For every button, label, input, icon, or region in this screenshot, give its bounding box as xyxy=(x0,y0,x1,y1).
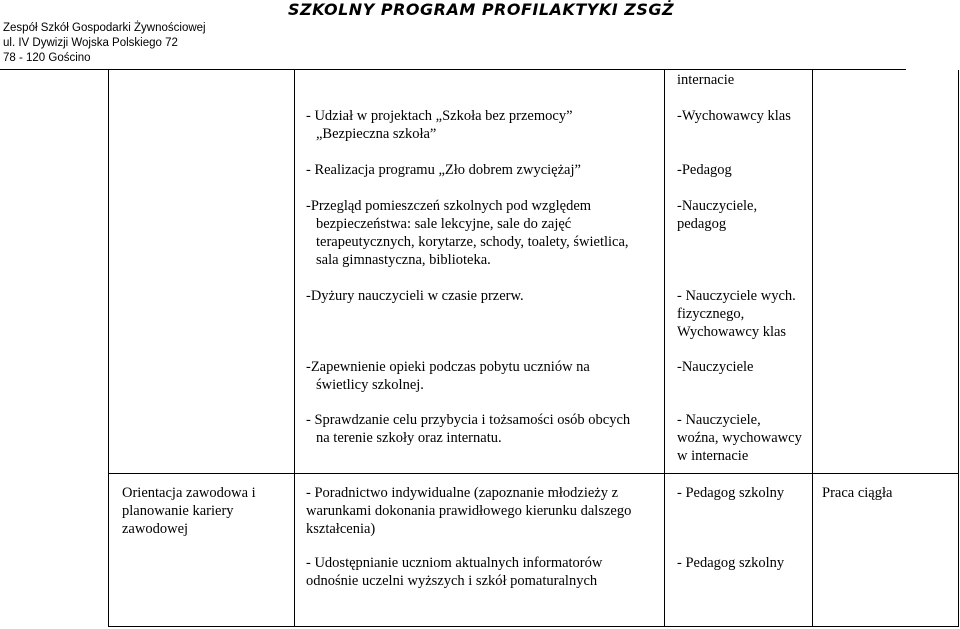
row-separator xyxy=(108,473,959,474)
school-address xyxy=(3,21,206,66)
task-cell: terapeutycznych, korytarze, schody, toalety, świetlica, xyxy=(316,234,629,250)
table-divider-task xyxy=(664,70,665,627)
task-cell: - Sprawdzanie celu przybycia i tożsamości osób obcych xyxy=(306,412,631,428)
responsible-cell: -Pedagog xyxy=(677,162,732,178)
task-cell: świetlicy szkolnej. xyxy=(316,377,424,393)
responsible-cell: woźna, wychowawcy xyxy=(677,430,802,446)
responsible-cell: - Pedagog szkolny xyxy=(677,555,785,571)
task-cell: -Zapewnienie opieki podczas pobytu uczniów na xyxy=(306,359,590,375)
task-cell: - Poradnictwo indywidualne (zapoznanie młodzieży z xyxy=(306,485,619,501)
task-cell: bezpieczeństwa: sale lekcyjne, sale do zajęć xyxy=(316,216,572,232)
area-cell: zawodowej xyxy=(122,521,189,537)
task-cell: -Przegląd pomieszczeń szkolnych pod względem xyxy=(306,198,592,214)
responsible-cell: -Wychowawcy klas xyxy=(677,108,791,124)
task-cell: „Bezpieczna szkoła” xyxy=(316,126,437,142)
task-cell: -Dyżury nauczycieli w czasie przerw. xyxy=(306,288,524,304)
task-cell: - Udostępnianie uczniom aktualnych informatorów xyxy=(306,555,603,571)
task-cell: na terenie szkoły oraz internatu. xyxy=(316,430,502,446)
table-divider-who xyxy=(812,70,813,627)
task-cell: kształcenia) xyxy=(306,521,376,537)
table-divider-area xyxy=(294,70,295,627)
responsible-cell: w internacie xyxy=(677,448,749,464)
task-cell: odnośnie uczelni wyższych i szkół pomaturalnych xyxy=(306,573,598,589)
responsible-cell: pedagog xyxy=(677,216,727,232)
table-border-left xyxy=(108,70,109,627)
school-city: 78 - 120 Gościno xyxy=(3,52,91,64)
task-cell: - Realizacja programu „Zło dobrem zwyciężaj” xyxy=(306,162,581,178)
area-cell: Orientacja zawodowa i xyxy=(122,485,256,501)
responsible-cell: - Pedagog szkolny xyxy=(677,485,785,501)
term-cell: Praca ciągła xyxy=(822,485,893,501)
table-border-bottom xyxy=(108,626,959,627)
task-cell: warunkami dokonania prawidłowego kierunku dalszego xyxy=(306,503,632,519)
responsible-cell: -Nauczyciele, xyxy=(677,198,758,214)
responsible-cell: - Nauczyciele, xyxy=(677,412,761,428)
program-title: SZKOLNY PROGRAM PROFILAKTYKI ZSGŻ xyxy=(288,0,675,19)
responsible-cell: -Nauczyciele xyxy=(677,359,754,375)
table-border-right xyxy=(958,70,959,627)
task-cell: sala gimnastyczna, biblioteka. xyxy=(316,252,491,268)
who-fragment: internacie xyxy=(677,72,735,88)
task-cell: - Udział w projektach „Szkoła bez przemocy” xyxy=(306,108,573,124)
responsible-cell: Wychowawcy klas xyxy=(677,324,787,340)
responsible-cell: - Nauczyciele wych. xyxy=(677,288,796,304)
responsible-cell: fizycznego, xyxy=(677,306,745,322)
area-cell: planowanie kariery xyxy=(122,503,234,519)
school-street: ul. IV Dywizji Wojska Polskiego 72 xyxy=(3,37,178,49)
school-name: Zespół Szkół Gospodarki Żywnościowej xyxy=(3,22,206,34)
header-rule xyxy=(0,69,906,70)
